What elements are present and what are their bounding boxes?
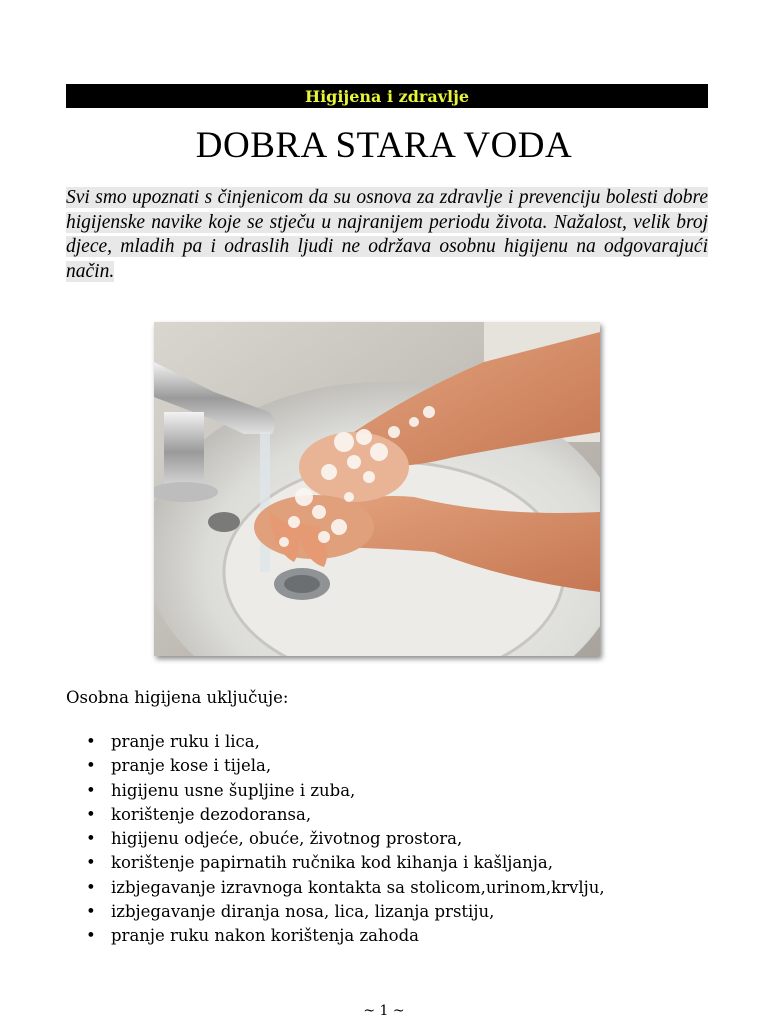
list-item: • izbjegavanje diranja nosa, lica, lizanja prstiju, bbox=[66, 900, 605, 924]
page-title: DOBRA STARA VODA bbox=[195, 125, 573, 166]
list-item: • higijenu odjeće, obuće, životnog prostora, bbox=[66, 827, 605, 851]
list-item: • korištenje dezodoransa, bbox=[66, 803, 605, 827]
hand-washing-photo bbox=[154, 322, 600, 656]
intro-paragraph bbox=[66, 186, 708, 284]
list-item: • pranje kose i tijela, bbox=[66, 754, 605, 778]
list-item: • pranje ruku i lica, bbox=[66, 730, 605, 754]
intro-text: Svi smo upoznati s činjenicom da su osnova za zdravlje i prevenciju bolesti dobre higijenske navike koje se stječu u najranijem periodu života. Nažalost, velik broj djece, mladih pa i odraslih ljudi ne održava osobnu higijenu na odgovarajući način. bbox=[66, 187, 708, 282]
list-item: • izbjegavanje izravnoga kontakta sa stolicom,urinom,krvlju, bbox=[66, 876, 605, 900]
hygiene-list bbox=[66, 730, 605, 949]
list-heading: Osobna higijena uključuje: bbox=[66, 688, 289, 707]
hands-washing-icon bbox=[154, 322, 600, 656]
list-item: • korištenje papirnatih ručnika kod kihanja i kašljanja, bbox=[66, 851, 605, 875]
list-item: • higijenu usne šupljine i zuba, bbox=[66, 779, 605, 803]
section-title: Higijena i zdravlje bbox=[304, 86, 470, 106]
section-header-bar bbox=[66, 84, 708, 108]
list-item: • pranje ruku nakon korištenja zahoda bbox=[66, 924, 605, 948]
page-number: ~ 1 ~ bbox=[363, 1003, 405, 1019]
